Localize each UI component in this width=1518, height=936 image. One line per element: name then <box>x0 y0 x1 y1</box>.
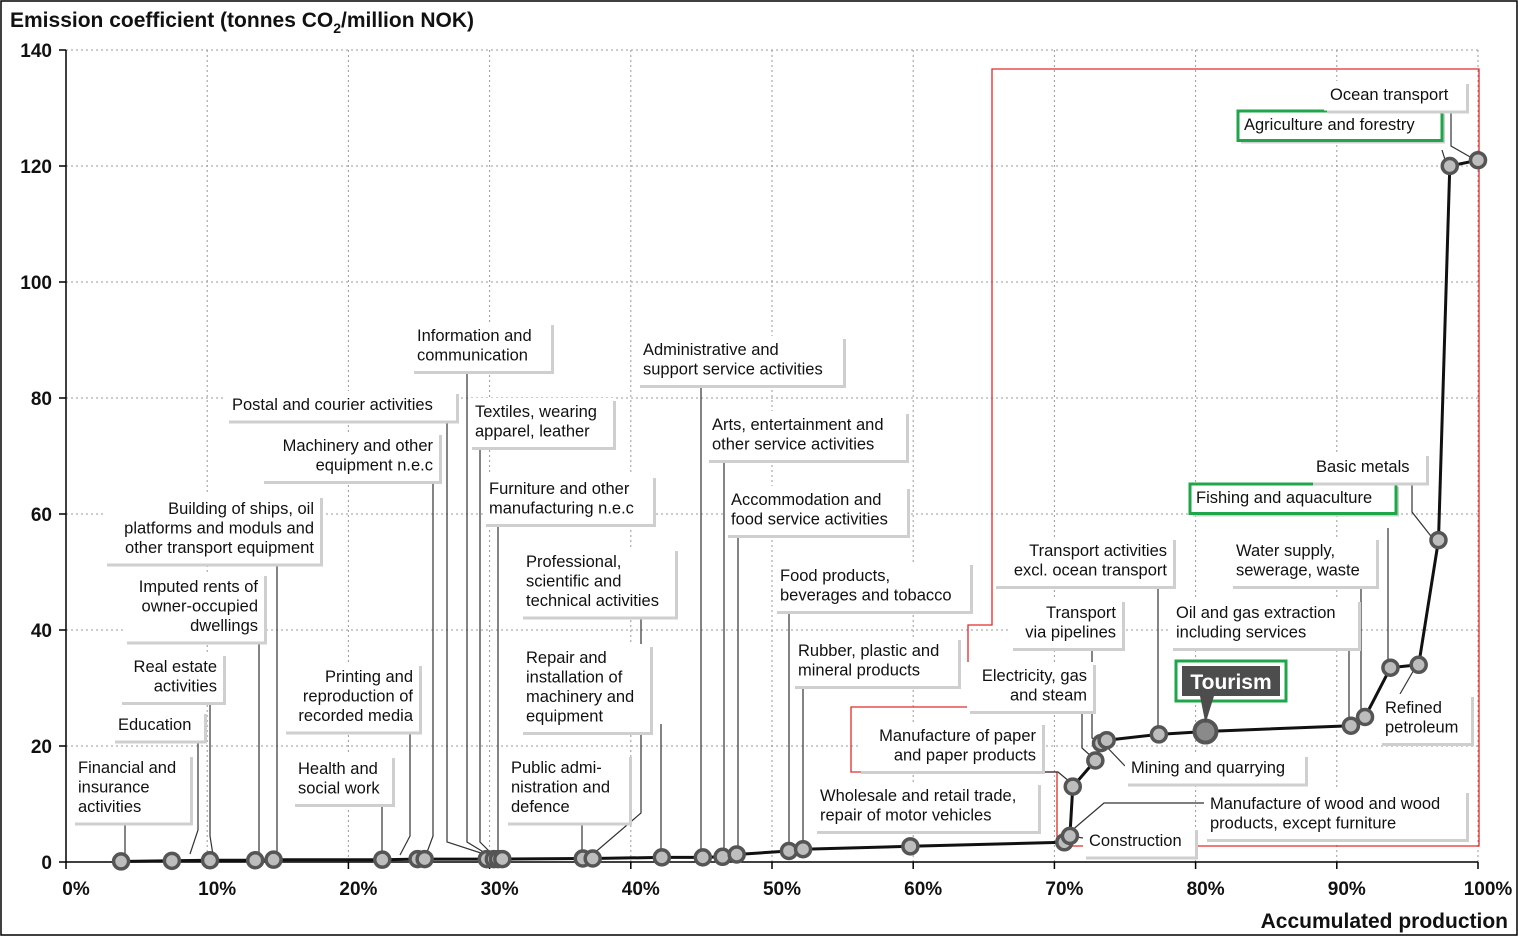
point-education <box>164 853 179 868</box>
leader-machinery-and-other-equipment-n-e-c <box>426 476 433 855</box>
x-tick-label: 70% <box>1045 879 1084 900</box>
leader-ocean-transport <box>1451 106 1472 158</box>
label-furniture-and-other-manufacturing-n-e-c: Furniture and other manufacturing n.e.c <box>489 480 634 518</box>
y-tick-label: 60 <box>30 505 52 526</box>
point-water-supply-sewerage-waste <box>1358 710 1373 725</box>
label-rubber-plastic-and-mineral-products: Rubber, plastic and mineral products <box>798 642 940 680</box>
x-tick-label: 80% <box>1186 879 1225 900</box>
point-building-of-ships-oil-platforms-and-moduls-and-other-transport-equipment <box>266 852 281 867</box>
y-tick-label: 140 <box>20 41 52 62</box>
label-imputed-rents-of-owner-occupied-dwellings: Imputed rents of owner-occupied dwellings <box>138 578 258 635</box>
label-transport-via-pipelines: Transport via pipelines <box>1025 604 1116 642</box>
x-tick-label: 40% <box>621 879 660 900</box>
point-rubber-plastic-and-mineral-products <box>796 842 811 857</box>
point-professional-scientific-and-technical-activities <box>585 851 600 866</box>
y-tick-label: 40 <box>30 621 52 642</box>
point-accommodation-and-food-service-activities <box>729 847 744 862</box>
x-tick-label: 60% <box>904 879 943 900</box>
label-accommodation-and-food-service-activities: Accommodation and food service activities <box>731 491 888 529</box>
point-refined-petroleum <box>1411 657 1426 672</box>
x-tick-label: 0% <box>62 879 90 900</box>
x-tick-label: 90% <box>1327 879 1366 900</box>
y-tick-label: 100 <box>20 273 52 294</box>
leader-printing-and-reproduction-of-recorded-media <box>400 726 410 855</box>
label-food-products-beverages-and-tobacco: Food products, beverages and tobacco <box>780 567 952 605</box>
label-mining-and-quarrying: Mining and quarrying <box>1131 759 1286 777</box>
label-real-estate-activities: Real estate activities <box>133 658 217 696</box>
point-ocean-transport <box>1471 153 1486 168</box>
label-tourism: Tourism <box>1190 671 1272 694</box>
label-manufacture-of-wood-and-wood-products-except-furniture: Manufacture of wood and wood products, except furniture <box>1210 795 1441 833</box>
label-manufacture-of-paper-and-paper-products: Manufacture of paper and paper products <box>879 727 1036 765</box>
label-postal-and-courier-activities: Postal and courier activities <box>232 396 433 414</box>
label-building-of-ships-oil-platforms-and-moduls-and-other-transport-equipment: Building of ships, oil platforms and moduls and other transport equipment <box>124 500 314 557</box>
point-furniture-and-other-manufacturing-n-e-c <box>495 852 510 867</box>
point-agriculture-and-forestry <box>1442 159 1457 174</box>
y-axis-title: Emission coefficient (tonnes $CO_2$/million NOK) <box>10 9 475 36</box>
label-public-administration-and-defence: Public admi-nistration and defence <box>511 759 611 816</box>
label-refined-petroleum: Refined petroleum <box>1385 699 1459 737</box>
point-basic-metals <box>1431 533 1446 548</box>
y-tick-label: 80 <box>30 389 52 410</box>
label-repair-and-installation-of-machinery-and-equipment: Repair and installation of machinery and equipment <box>526 649 635 726</box>
leader-manufacture-of-paper-and-paper-products <box>1042 772 1070 782</box>
label-electricity-gas-and-steam: Electricity, gas and steam <box>981 667 1087 705</box>
point-health-and-social-work <box>375 852 390 867</box>
y-tick-label: 0 <box>41 853 52 874</box>
label-financial-and-insurance-activities: Financial and insurance activities <box>78 759 177 816</box>
point-labels <box>72 81 1474 860</box>
y-tick-label: 120 <box>20 157 52 178</box>
point-electricity-gas-and-steam <box>1088 753 1103 768</box>
label-printing-and-reproduction-of-recorded-media: Printing and reproduction of recorded media <box>298 668 413 725</box>
x-tick-label: 50% <box>762 879 802 900</box>
x-axis-title: Accumulated production <box>1260 910 1508 933</box>
label-fishing-and-aquaculture: Fishing and aquaculture <box>1196 489 1373 507</box>
x-tick-labels <box>62 862 1512 900</box>
point-repair-and-installation-of-machinery-and-equipment <box>654 850 669 865</box>
point-mining-and-quarrying <box>1099 733 1114 748</box>
leader-real-estate-activities <box>210 697 213 855</box>
y-tick-label: 20 <box>30 737 52 758</box>
x-tick-label: 10% <box>198 879 237 900</box>
point-administrative-and-support-service-activities <box>695 850 710 865</box>
label-education: Education <box>118 716 192 734</box>
label-professional-scientific-and-technical-activities: Professional, scientific and technical activities <box>526 553 659 610</box>
label-water-supply-sewerage-waste: Water supply, sewerage, waste <box>1236 542 1360 580</box>
label-transport-activities-excl-ocean-transport: Transport activities excl. ocean transport <box>1013 542 1167 580</box>
label-basic-metals: Basic metals <box>1316 458 1410 476</box>
label-health-and-social-work: Health and social work <box>298 760 380 798</box>
point-fishing-and-aquaculture <box>1383 660 1398 675</box>
leader-refined-petroleum <box>1400 668 1415 694</box>
x-tick-label: 30% <box>480 879 519 900</box>
leader-basic-metals <box>1412 478 1434 540</box>
point-wholesale-and-retail-trade-repair-of-motor-vehicles <box>903 839 918 854</box>
point-tourism <box>1194 721 1216 743</box>
point-machinery-and-other-equipment-n-e-c <box>417 852 432 867</box>
point-oil-and-gas-extraction-including-services <box>1343 718 1358 733</box>
label-oil-and-gas-extraction-including-services: Oil and gas extraction including services <box>1176 604 1336 642</box>
point-manufacture-of-wood-and-wood-products-except-furniture <box>1062 828 1077 843</box>
y-tick-labels <box>20 41 66 874</box>
label-machinery-and-other-equipment-n-e-c: Machinery and other equipment n.e.c <box>282 437 433 475</box>
x-tick-label: 20% <box>339 879 378 900</box>
x-tick-label: 100% <box>1463 879 1513 900</box>
label-agriculture-and-forestry: Agriculture and forestry <box>1244 116 1415 134</box>
point-imputed-rents-of-owner-occupied-dwellings <box>248 853 263 868</box>
label-wholesale-and-retail-trade-repair-of-motor-vehicles: Wholesale and retail trade, repair of motor vehicles <box>820 787 1017 825</box>
label-ocean-transport: Ocean transport <box>1330 86 1449 104</box>
point-financial-and-insurance-activities <box>114 854 129 869</box>
label-construction: Construction <box>1089 832 1182 850</box>
label-textiles-wearing-apparel-leather: Textiles, wearing apparel, leather <box>475 403 597 441</box>
point-transport-activities-excl-ocean-transport <box>1151 727 1166 742</box>
point-real-estate-activities <box>203 853 218 868</box>
label-arts-entertainment-and-other-service-activities: Arts, entertainment and other service activities <box>712 416 884 454</box>
label-administrative-and-support-service-activities: Administrative and support service activities <box>643 341 823 379</box>
point-manufacture-of-paper-and-paper-products <box>1065 779 1080 794</box>
label-information-and-communication: Information and communication <box>417 327 532 365</box>
